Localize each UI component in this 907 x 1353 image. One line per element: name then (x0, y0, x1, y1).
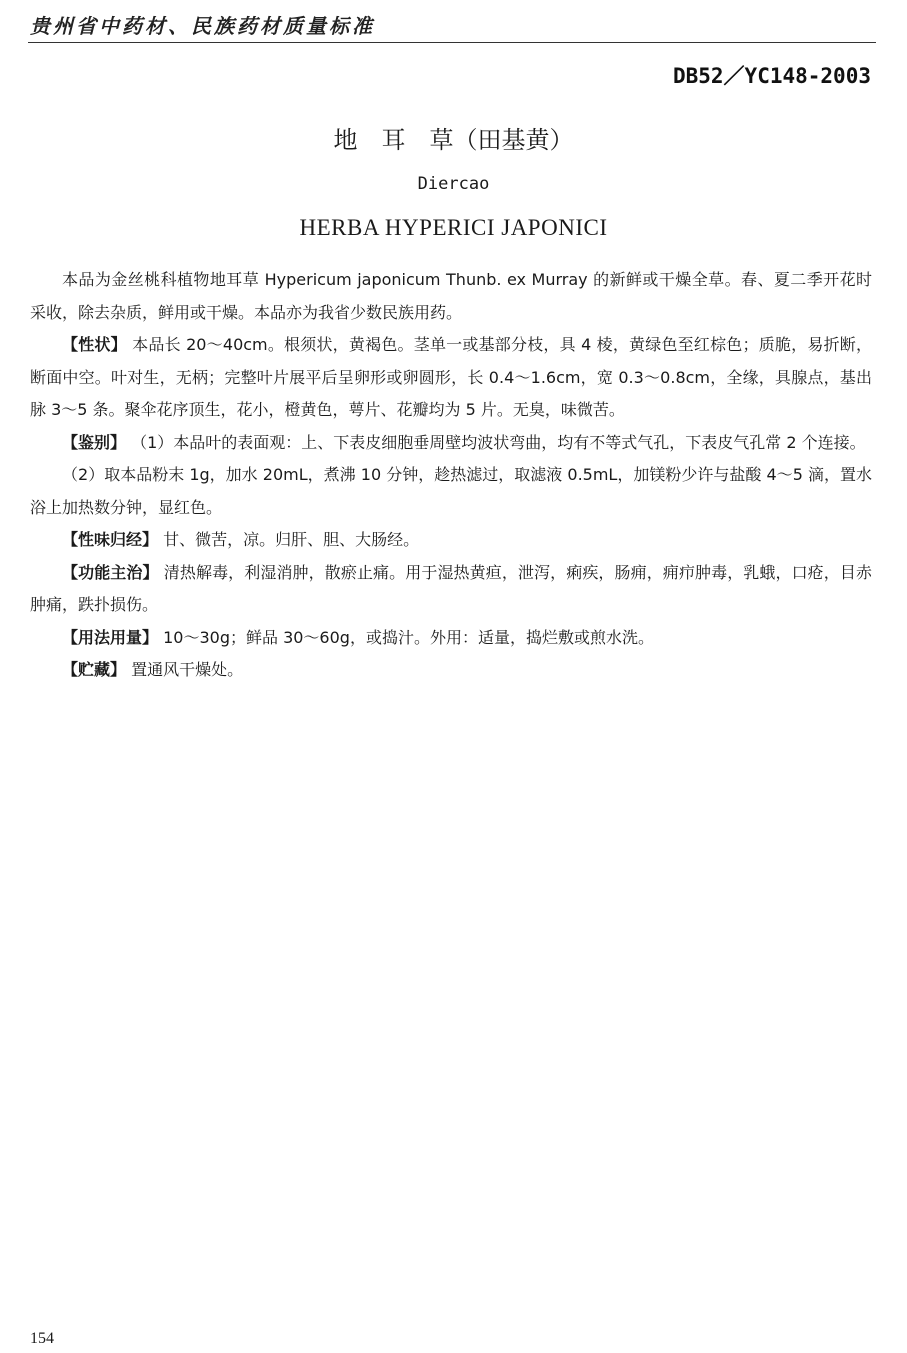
paragraph-characteristics (30, 329, 872, 427)
page-number: 154 (30, 1330, 54, 1347)
section-label-identification: 【鉴别】 (62, 432, 127, 452)
paragraph-identification-1 (30, 427, 872, 460)
header-divider (28, 42, 876, 43)
standard-code: DB52／YC148-2003 (672, 64, 871, 88)
monograph-body (30, 264, 872, 687)
section-label-storage: 【贮藏】 (62, 660, 127, 679)
paragraph-storage (30, 654, 872, 687)
section-label-functions: 【功能主治】 (62, 562, 159, 582)
paragraph-nature-meridian (30, 524, 872, 557)
paragraph-text: 清热解毒，利湿消肿，散瘀止痛。用于湿热黄疸，泄泻，痢疾，肠痈，痈疖肿毒，乳蛾，口疮，目赤肿痛，跌扑损伤。 (30, 562, 872, 614)
paragraph-text: 置通风干燥处。 (131, 660, 244, 679)
paragraph-identification-2 (30, 459, 872, 524)
paragraph-description (30, 264, 872, 329)
title-chinese: 地 耳 草（田基黄） (333, 126, 574, 154)
paragraph-text: 甘、微苦，凉。归肝、胆、大肠经。 (163, 530, 420, 549)
paragraph-text: 10～30g；鲜品 30～60g，或捣汁。外用：适量，捣烂敷或煎水洗。 (163, 627, 654, 647)
running-header-title: 贵州省中药材、民族药材质量标准 (30, 14, 375, 38)
section-label-characteristics: 【性状】 (62, 335, 127, 354)
paragraph-functions (30, 557, 872, 622)
title-latin: HERBA HYPERICI JAPONICI (299, 215, 608, 240)
section-label-nature-meridian: 【性味归经】 (62, 530, 159, 549)
paragraph-dosage (30, 622, 872, 655)
paragraph-text: 本品长 20～40cm。根须状，黄褐色。茎单一或基部分枝，具 4 棱，黄绿色至红棕色；质脆，易折断，断面中空。叶对生，无柄；完整叶片展平后呈卵形或卵圆形，长 0.4～1.6cm，宽 0.3～0.8cm，全缘，具腺点，基出脉 3～5 条。聚伞花序顶生，花小，橙黄色，萼片、花瓣均为 5 片。无臭，味微苦。 (30, 335, 873, 419)
title-pinyin: Diercao (417, 174, 490, 194)
section-label-dosage: 【用法用量】 (62, 627, 159, 647)
paragraph-text: （1）本品叶的表面观：上、下表皮细胞垂周壁均波状弯曲，均有不等式气孔，下表皮气孔常 2 个连接。 (131, 432, 866, 452)
paragraph-text: 本品为金丝桃科植物地耳草 Hypericum japonicum Thunb. ex Murray 的新鲜或干燥全草。春、夏二季开花时采收，除去杂质，鲜用或干燥。本品亦为我省少数民族用药。 (30, 270, 872, 322)
paragraph-text: （2）取本品粉末 1g，加水 20mL，煮沸 10 分钟，趁热滤过，取滤液 0.5mL，加镁粉少许与盐酸 4～5 滴，置水浴上加热数分钟，显红色。 (30, 465, 872, 517)
